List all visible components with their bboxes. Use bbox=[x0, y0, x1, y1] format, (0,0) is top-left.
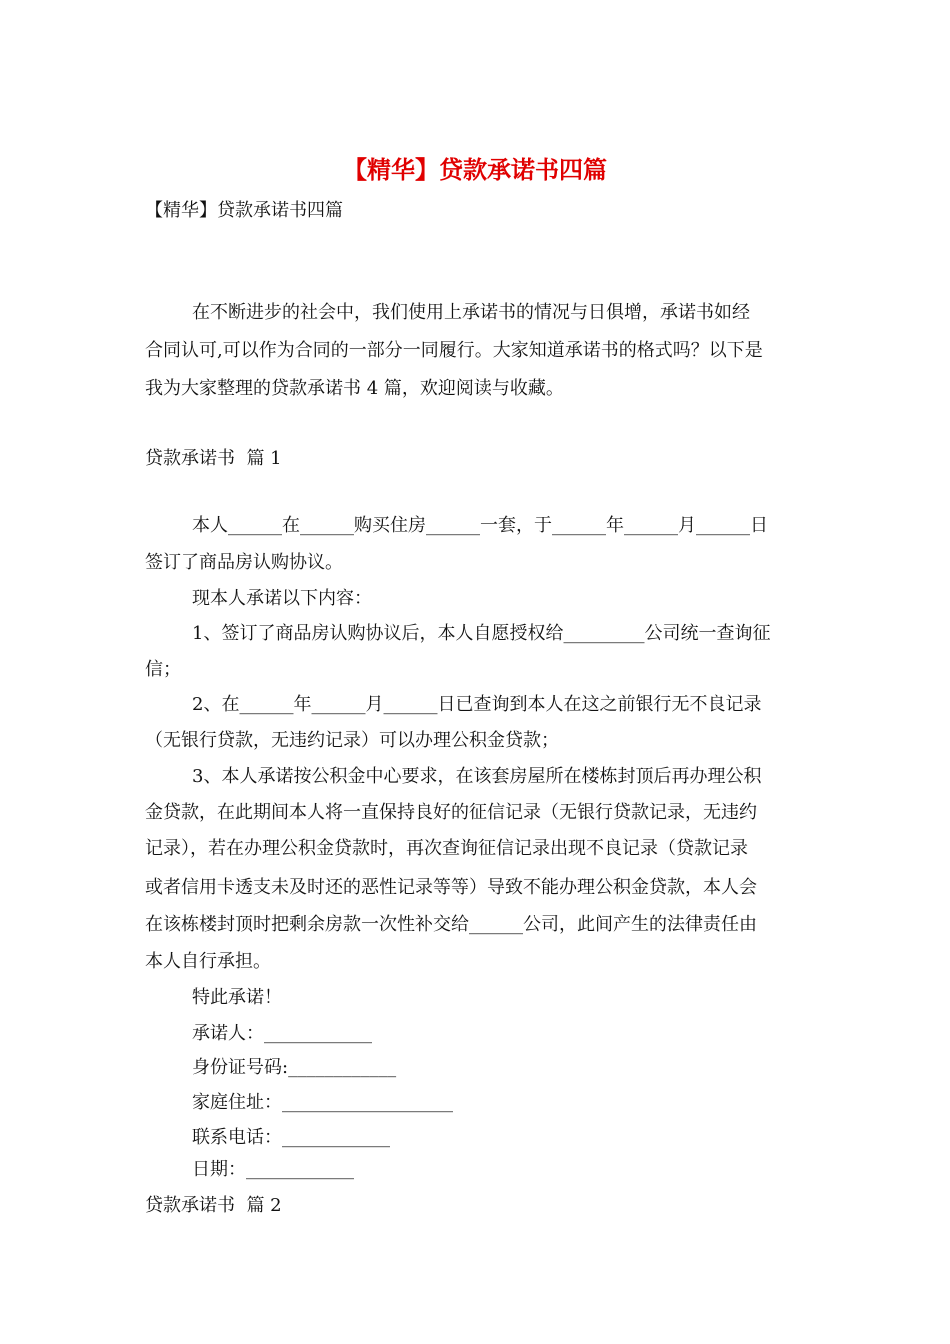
body-line: 记录），若在办理公积金贷款时，再次查询征信记录出现不良记录（贷款记录 bbox=[145, 838, 748, 859]
phone-field: 联系电话：____________ bbox=[192, 1127, 390, 1148]
body-line: 签订了商品房认购协议。 bbox=[145, 552, 343, 573]
body-line: 或者信用卡透支未及时还的恶性记录等等）导致不能办理公积金贷款，本人会 bbox=[145, 877, 757, 898]
body-line: 现本人承诺以下内容： bbox=[192, 588, 372, 609]
address-field: 家庭住址：___________________ bbox=[192, 1092, 453, 1113]
id-number-field: 身份证号码:____________ bbox=[192, 1057, 397, 1078]
body-line: 在该栋楼封顶时把剩余房款一次性补交给______公司，此间产生的法律责任由 bbox=[145, 914, 757, 935]
body-line: 本人自行承担。 bbox=[145, 951, 271, 972]
intro-line-3: 我为大家整理的贷款承诺书 4 篇，欢迎阅读与收藏。 bbox=[145, 378, 564, 399]
body-line: （无银行贷款，无违约记录）可以办理公积金贷款； bbox=[145, 730, 559, 751]
date-field: 日期：____________ bbox=[192, 1159, 354, 1180]
body-line: 1、签订了商品房认购协议后，本人自愿授权给_________公司统一查询征 bbox=[192, 623, 771, 644]
intro-line-2: 合同认可,可以作为合同的一部分一同履行。大家知道承诺书的格式吗？以下是 bbox=[145, 340, 763, 361]
body-line: 本人______在______购买住房______一套，于______年______月______日 bbox=[192, 515, 768, 536]
body-line: 3、本人承诺按公积金中心要求，在该套房屋所在楼栋封顶后再办理公积 bbox=[192, 766, 762, 787]
body-line: 2、在______年______月______日已查询到本人在这之前银行无不良记录 bbox=[192, 694, 762, 715]
document-subtitle: 【精华】贷款承诺书四篇 bbox=[145, 200, 343, 221]
intro-line-1: 在不断进步的社会中，我们使用上承诺书的情况与日俱增，承诺书如经 bbox=[192, 302, 750, 323]
signatory-field: 承诺人：____________ bbox=[192, 1023, 372, 1044]
body-line: 金贷款，在此期间本人将一直保持良好的征信记录（无银行贷款记录，无违约 bbox=[145, 802, 757, 823]
body-line: 信； bbox=[145, 659, 181, 680]
section-heading-1: 贷款承诺书 篇 1 bbox=[145, 448, 282, 469]
document-title: 【精华】贷款承诺书四篇 bbox=[343, 156, 607, 184]
section-heading-2: 贷款承诺书 篇 2 bbox=[145, 1195, 282, 1216]
closing-line: 特此承诺！ bbox=[192, 987, 282, 1008]
